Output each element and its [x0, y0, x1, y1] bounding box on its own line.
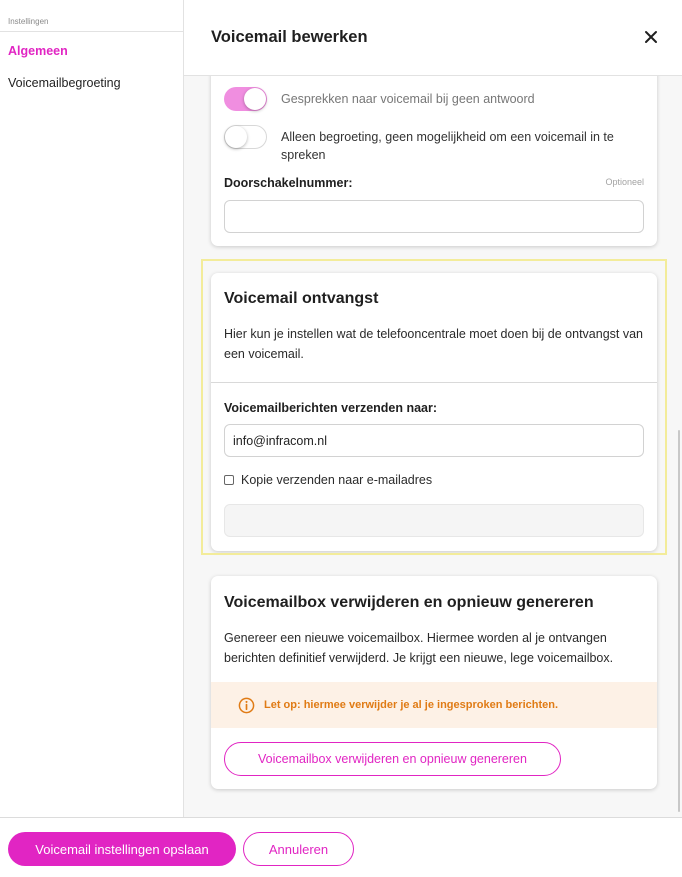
footer-bar: [0, 817, 682, 877]
forward-number-label: Doorschakelnummer:: [224, 176, 353, 190]
sidebar-item-voicemailbegroeting[interactable]: Voicemailbegroeting: [8, 76, 121, 90]
regenerate-voicemailbox-button[interactable]: Voicemailbox verwijderen en opnieuw genereren: [224, 742, 561, 776]
receive-card-description: Hier kun je instellen wat de telefooncentrale moet doen bij de ontvangst van een voicemail.: [224, 327, 644, 361]
greeting-only-toggle[interactable]: [224, 125, 267, 149]
copy-checkbox-label: Kopie verzenden naar e-mailadres: [241, 473, 433, 487]
save-settings-button[interactable]: Voicemail instellingen opslaan: [8, 832, 236, 866]
regenerate-voicemailbox-card: [211, 576, 657, 789]
close-icon: [642, 28, 660, 46]
warning-banner: [211, 682, 657, 728]
edit-voicemail-panel: [184, 0, 682, 817]
forward-number-input[interactable]: [224, 200, 644, 233]
regenerate-card-description: Genereer een nieuwe voicemailbox. Hiermee worden al je ontvangen berichten definitief verwijderd. Je krijgt een nieuwe, lege voicemailbox.: [224, 631, 614, 665]
toggle-row-no-answer: [224, 87, 646, 111]
panel-title: Voicemail bewerken: [211, 28, 368, 46]
copy-email-input[interactable]: [224, 504, 644, 537]
send-to-label: Voicemailberichten verzenden naar:: [224, 401, 438, 415]
send-to-email-input[interactable]: info@infracom.nl: [224, 424, 644, 457]
panel-header: [184, 0, 682, 76]
no-answer-toggle[interactable]: [224, 87, 267, 111]
toggle-knob: [225, 126, 247, 148]
greeting-only-toggle-label: Alleen begroeting, geen mogelijkheid om een voicemail in te spreken: [281, 130, 614, 162]
panel-scroll-area[interactable]: [184, 76, 682, 817]
warning-text: Let op: hiermee verwijder je al je ingesproken berichten.: [264, 699, 559, 711]
voicemail-settings-card: [211, 56, 657, 246]
close-button[interactable]: [642, 28, 660, 46]
info-circle-icon: [238, 697, 255, 714]
panel-scrollbar[interactable]: [678, 430, 680, 812]
forward-number-optional: Optioneel: [605, 177, 644, 187]
no-answer-toggle-label: Gesprekken naar voicemail bij geen antwoord: [281, 92, 535, 106]
sidebar-section-label: Instellingen: [8, 17, 49, 26]
regenerate-card-title: Voicemailbox verwijderen en opnieuw genereren: [224, 594, 594, 611]
receive-card-title: Voicemail ontvangst: [224, 290, 379, 307]
card-separator: [211, 382, 657, 383]
cancel-button[interactable]: Annuleren: [243, 832, 354, 866]
sidebar-divider: [0, 31, 183, 32]
copy-checkbox-row: [224, 473, 432, 487]
sidebar-item-algemeen[interactable]: Algemeen: [8, 44, 68, 58]
toggle-knob: [244, 88, 266, 110]
settings-sidebar: [0, 0, 184, 817]
toggle-row-greeting-only: [224, 125, 646, 164]
voicemail-receive-card: [211, 273, 657, 551]
copy-checkbox[interactable]: [224, 475, 234, 485]
